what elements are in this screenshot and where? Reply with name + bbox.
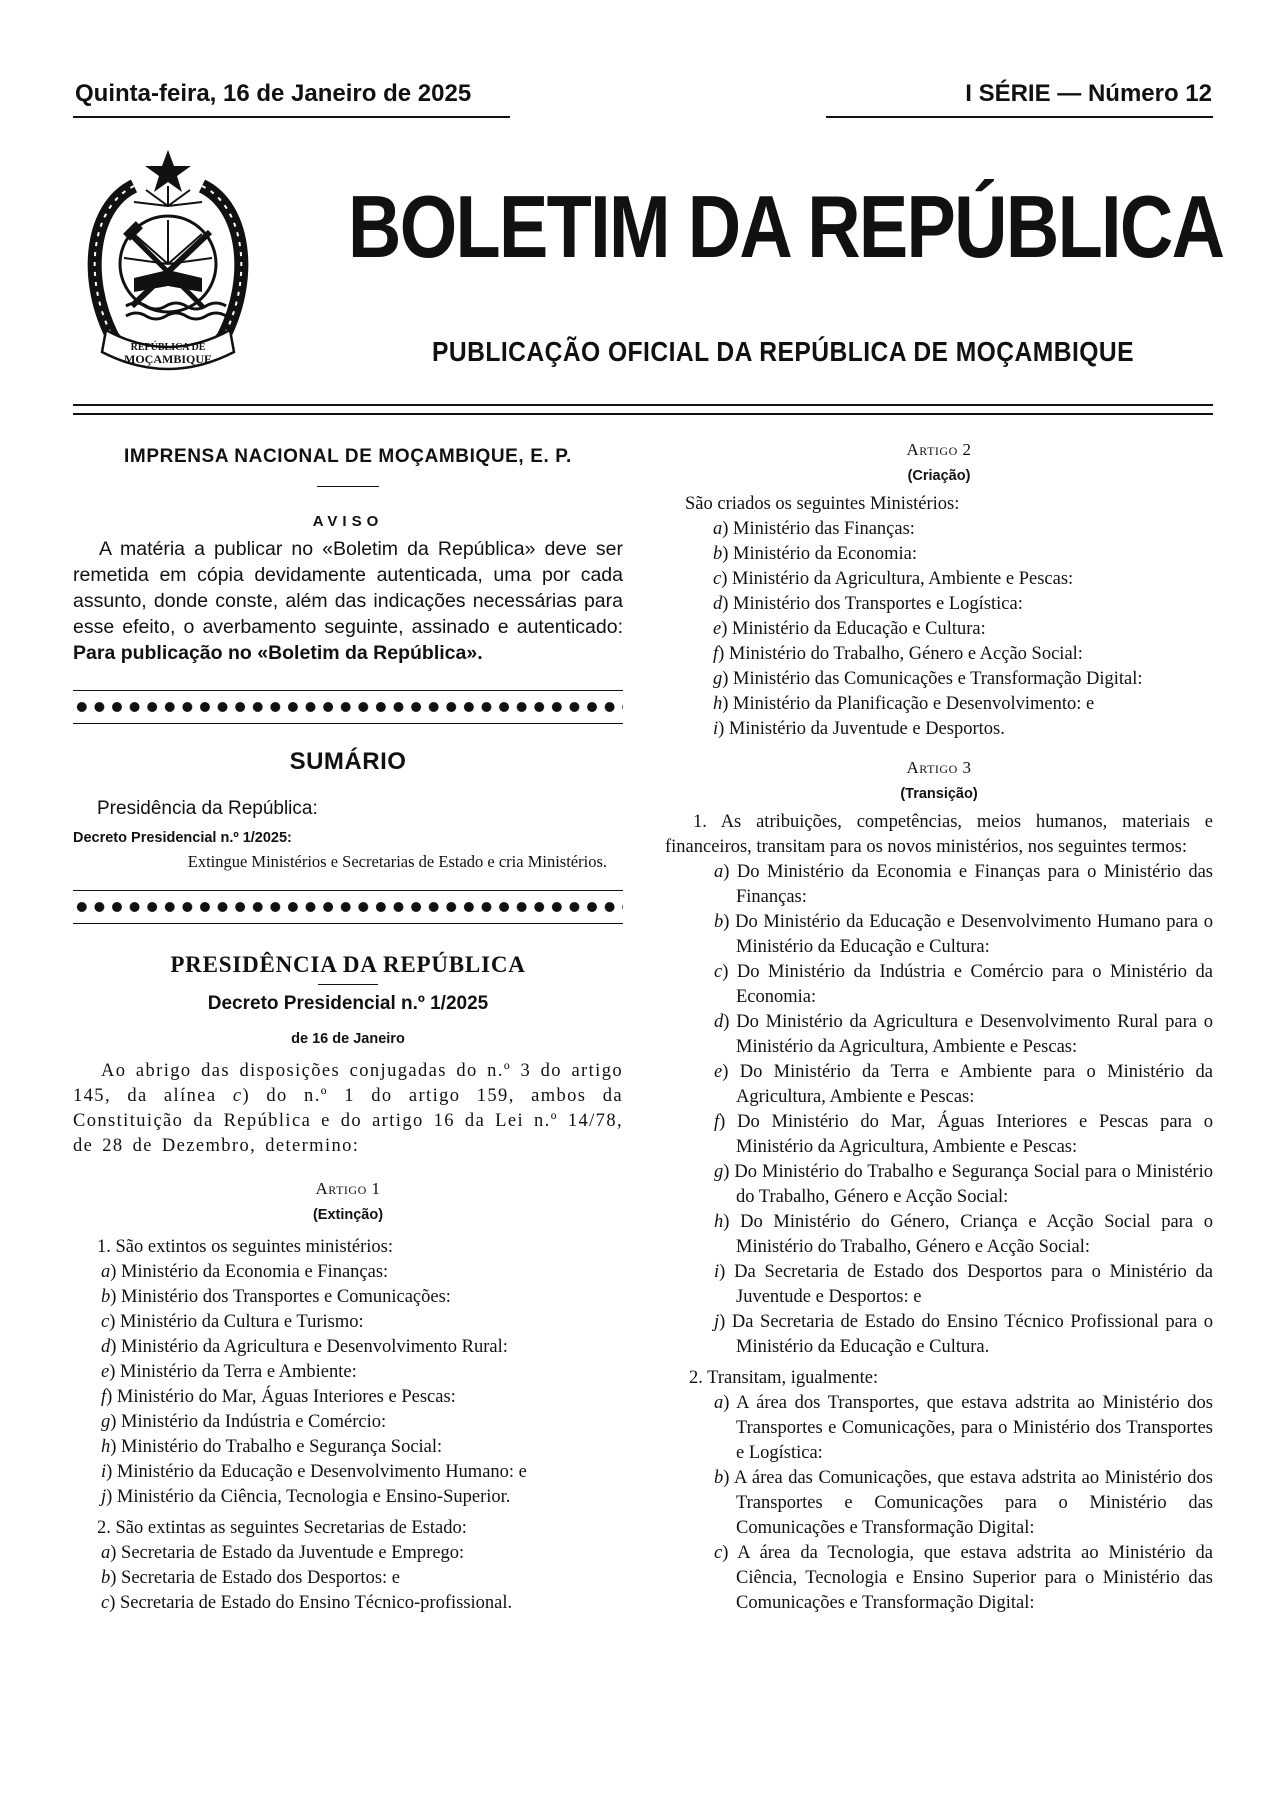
item-letter: j [101,1487,107,1507]
item-letter: g [714,1162,724,1182]
item-text: ) Ministério da Cultura e Turismo: [109,1312,364,1332]
item-letter: a [101,1543,111,1563]
item-letter: c [714,1543,723,1563]
item-letter: i [714,1262,720,1282]
item-text: ) Do Ministério do Género, Criança e Acção Social para o Ministério do Trabalho, Género e Acção Social: [723,1212,1213,1257]
summary-description: Extingue Ministérios e Secretarias de Estado e cria Ministérios. [187,852,607,871]
item-text: ) Ministério da Indústria e Comércio: [110,1412,387,1432]
summary-decree: Decreto Presidencial n.º 1/2025: [73,830,292,846]
item-letter: c [101,1312,110,1332]
transition-item [665,1310,1213,1360]
item-letter: f [101,1387,107,1407]
notice-title: AVISO [312,513,384,530]
item-text: ) Ministério dos Transportes e Logística: [722,594,1023,614]
article-1-ministries-list [73,1260,623,1510]
svg-text:MOÇAMBIQUE: MOÇAMBIQUE [124,352,212,366]
transition-item [665,1210,1213,1260]
extinct-ministry-item [73,1460,623,1485]
item-letter: b [101,1287,111,1307]
notice-bold: Para publicação no «Boletim da República». [73,642,483,664]
transition-item [665,1010,1213,1060]
item-letter: i [713,719,719,739]
item-text: ) Ministério do Mar, Águas Interiores e Pescas: [106,1387,456,1407]
article-3-subtitle: (Transição) [900,786,978,802]
extinct-secretariat-item [73,1591,623,1616]
created-ministry-item [665,567,1213,592]
mozambique-coat-of-arms-icon [72,146,264,386]
item-text: ) Secretaria de Estado do Ensino Técnico-profissional. [109,1593,513,1613]
article-3-areas-list [665,1391,1213,1616]
item-text: ) Ministério dos Transportes e Comunicações: [110,1287,451,1307]
article-1-paragraph-2: 2. São extintas as seguintes Secretarias de Estado: [97,1518,467,1538]
transition-item [665,910,1213,960]
masthead-subtitle: PUBLICAÇÃO OFICIAL DA REPÚBLICA DE MOÇAMBIQUE [432,336,1134,367]
masthead-title: BOLETIM DA REPÚBLICA [348,177,1224,276]
article-1-subtitle: (Extinção) [312,1207,384,1223]
transition-item [665,860,1213,910]
created-ministry-item [665,517,1213,542]
transition-item [665,1260,1213,1310]
item-letter: e [101,1362,110,1382]
item-text: ) Ministério da Terra e Ambiente: [109,1362,357,1382]
extinct-ministry-item [73,1485,623,1510]
item-text: ) Ministério do Trabalho e Segurança Social: [110,1437,443,1457]
article-3-heading [665,758,1213,778]
item-letter: d [101,1337,111,1357]
item-text: ) Secretaria de Estado dos Desportos: e [110,1568,400,1588]
article-3-transitions-list [665,860,1213,1360]
item-letter: h [101,1437,111,1457]
extinct-ministry-item [73,1410,623,1435]
article-1-heading [73,1179,623,1199]
item-letter: d [713,594,723,614]
item-text: ) Do Ministério da Terra e Ambiente para o Ministério da Agricultura, Ambiente e Pescas: [722,1062,1213,1107]
item-letter: h [713,694,723,714]
article-3-paragraph-2: 2. Transitam, igualmente: [689,1368,879,1388]
article-2-heading [665,440,1213,460]
extinct-ministry-item [73,1385,623,1410]
article-3-label: Artigo 3 [906,758,972,777]
item-text: ) A área dos Transportes, que estava adstrita ao Ministério dos Transportes e Comunicações, para o Ministério dos Transportes e Logística: [723,1393,1213,1463]
item-letter: i [101,1462,107,1482]
created-ministry-item [665,717,1213,742]
article-1-paragraph-1: 1. São extintos os seguintes ministérios: [97,1237,393,1257]
issue-date: Quinta-feira, 16 de Janeiro de 2025 [75,80,472,107]
item-letter: c [101,1593,110,1613]
item-letter: a [713,519,723,539]
item-letter: j [714,1312,720,1332]
created-ministry-item [665,642,1213,667]
extinct-ministry-item [73,1260,623,1285]
notice-text [73,536,623,666]
item-text: ) Ministério da Economia e Finanças: [110,1262,389,1282]
item-letter: b [714,912,724,932]
item-letter: f [713,644,719,664]
extinct-ministry-item [73,1360,623,1385]
presidency-heading: PRESIDÊNCIA DA REPÚBLICA [170,952,526,977]
item-text: ) Ministério da Agricultura, Ambiente e Pescas: [721,569,1074,589]
item-letter: b [714,1468,724,1488]
item-letter: g [713,669,723,689]
article-2-intro: São criados os seguintes Ministérios: [685,494,960,514]
preamble-letter: c [232,1086,243,1106]
item-text: ) Do Ministério do Trabalho e Segurança Social para o Ministério do Trabalho, Género e Acção Social: [723,1162,1213,1207]
item-text: ) Ministério da Agricultura e Desenvolvimento Rural: [110,1337,508,1357]
item-text: ) Ministério da Economia: [722,544,917,564]
left-column [73,440,623,1616]
right-column [665,440,1213,1616]
item-letter: a [101,1262,111,1282]
series-underline [826,116,1213,118]
item-letter: b [713,544,723,564]
item-text: ) Ministério da Juventude e Desportos. [718,719,1005,739]
item-text: ) A área da Tecnologia, que estava adstrita ao Ministério da Ciência, Tecnologia e Ensino Superior para o Ministério das Comunicações e Transformação Digital: [722,1543,1213,1613]
item-text: ) Ministério da Ciência, Tecnologia e Ensino-Superior. [106,1487,511,1507]
transition-item [665,1160,1213,1210]
extinct-secretariat-item [73,1566,623,1591]
item-text: ) Ministério da Educação e Cultura: [721,619,986,639]
created-ministry-item [665,617,1213,642]
item-text: ) Do Ministério da Agricultura e Desenvolvimento Rural para o Ministério da Agricultura, Ambiente e Pescas: [723,1012,1213,1057]
item-letter: g [101,1412,111,1432]
created-ministry-item [665,592,1213,617]
extinct-ministry-item [73,1335,623,1360]
article-1-label: Artigo 1 [315,1179,381,1198]
preamble-part-2: ) do n.º 1 do artigo 159, ambos da Constituição da República e do artigo 16 da Lei n.º 14/78, de 28 de Dezembro, determino: [73,1086,623,1156]
notice-body: A matéria a publicar no «Boletim da República» deve ser remetida em cópia devidamente autenticada, uma por cada assunto, donde conste, além das indicações necessárias para esse efeito, o averbamento seguinte, assinado e autenticado: [73,538,623,638]
item-text: ) Ministério da Educação e Desenvolvimento Humano: e [106,1462,527,1482]
created-ministry-item [665,692,1213,717]
created-ministry-item [665,667,1213,692]
item-letter: f [714,1112,720,1132]
area-transition-item [665,1541,1213,1616]
item-text: ) Da Secretaria de Estado dos Desportos para o Ministério da Juventude e Desportos: e [719,1262,1213,1307]
decree-date: de 16 de Janeiro [291,1031,405,1047]
summary-heading: SUMÁRIO [289,748,407,775]
svg-text:REPÚBLICA DE: REPÚBLICA DE [130,342,206,353]
extinct-secretariat-item [73,1541,623,1566]
item-letter: e [713,619,722,639]
preamble-part-1: Ao abrigo das disposições conjugadas do n.º 3 do artigo 145, da alínea [73,1061,623,1106]
item-text: ) Da Secretaria de Estado do Ensino Técnico Profissional para o Ministério da Educação e Cultura. [719,1312,1213,1357]
article-2-subtitle: (Criação) [907,468,971,484]
presidency-underline [318,984,378,985]
article-2-ministries-list [665,517,1213,742]
publisher-name: IMPRENSA NACIONAL DE MOÇAMBIQUE, E. P. [124,446,572,467]
item-text: ) Ministério da Planificação e Desenvolvimento: e [722,694,1095,714]
dotted-separator [73,890,623,924]
created-ministry-item [665,542,1213,567]
item-letter: e [714,1062,723,1082]
article-3-paragraph-1: 1. As atribuições, competências, meios humanos, materiais e financeiros, transitam para os novos ministérios, nos seguintes termos: [665,812,1213,857]
decree-title: Decreto Presidencial n.º 1/2025 [207,993,489,1014]
decree-preamble [73,1059,623,1159]
transition-item [665,1060,1213,1110]
dotted-separator [73,690,623,724]
transition-item [665,1110,1213,1160]
area-transition-item [665,1466,1213,1541]
item-text: ) Do Ministério da Economia e Finanças para o Ministério das Finanças: [723,862,1213,907]
item-letter: c [713,569,722,589]
item-text: ) A área das Comunicações, que estava adstrita ao Ministério dos Transportes e Comunicações para o Ministério das Comunicações e Transformação Digital: [723,1468,1213,1538]
item-letter: b [101,1568,111,1588]
summary-presidency: Presidência da República: [97,798,318,819]
item-letter: c [714,962,723,982]
item-text: ) Do Ministério da Educação e Desenvolvimento Humano para o Ministério da Educação e Cultura: [723,912,1213,957]
date-underline [73,116,510,118]
extinct-ministry-item [73,1285,623,1310]
transition-item [665,960,1213,1010]
publisher-divider [317,486,379,487]
issue-series-number: I SÉRIE — Número 12 [965,80,1212,107]
area-transition-item [665,1391,1213,1466]
extinct-ministry-item [73,1435,623,1460]
article-1-secretariats-list [73,1541,623,1616]
item-text: ) Secretaria de Estado da Juventude e Emprego: [110,1543,465,1563]
item-letter: a [714,1393,724,1413]
item-letter: a [714,862,724,882]
item-text: ) Do Ministério da Indústria e Comércio para o Ministério da Economia: [722,962,1213,1007]
item-letter: d [714,1012,724,1032]
item-text: ) Do Ministério do Mar, Águas Interiores e Pescas para o Ministério da Agricultura, Ambiente e Pescas: [719,1112,1213,1157]
article-2-label: Artigo 2 [906,440,972,459]
item-text: ) Ministério do Trabalho, Género e Acção Social: [718,644,1083,664]
item-text: ) Ministério das Finanças: [722,519,915,539]
item-text: ) Ministério das Comunicações e Transformação Digital: [722,669,1143,689]
extinct-ministry-item [73,1310,623,1335]
item-letter: h [714,1212,724,1232]
masthead-double-rule [73,404,1213,415]
